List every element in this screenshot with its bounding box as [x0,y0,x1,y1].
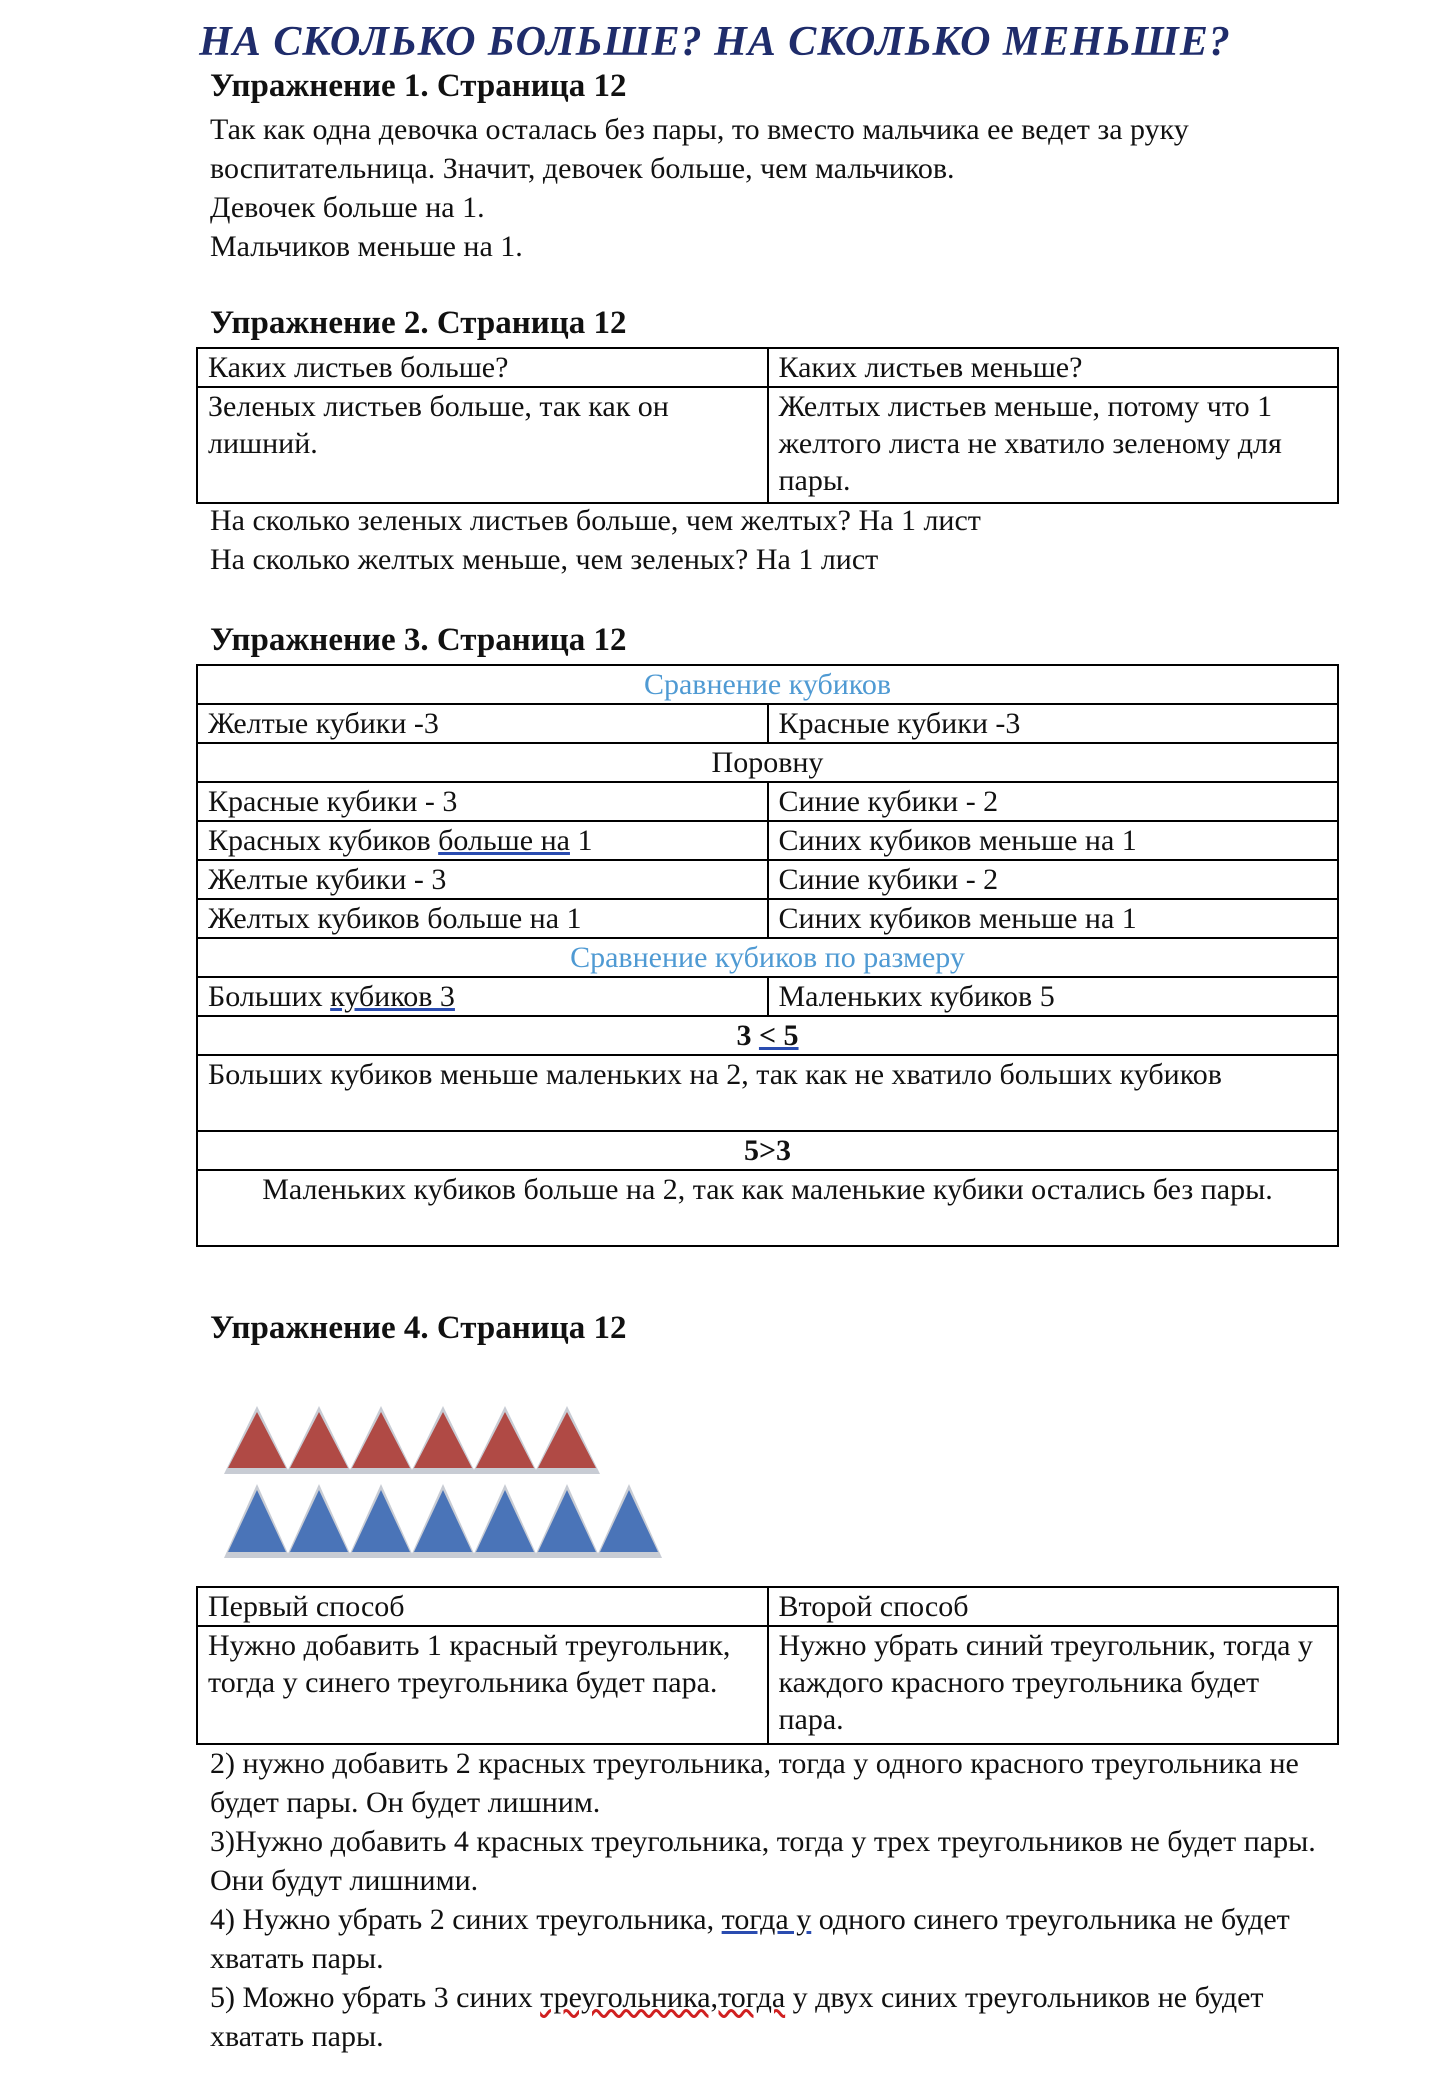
table-cell: Желтые кубики -3 [197,704,768,743]
text-line: На сколько зеленых листьев больше, чем желтых? На 1 лист [210,504,981,537]
text-line: Так как одна девочка осталась без пары, то вместо мальчика ее ведет за руку [210,113,1189,146]
blue-triangles-row [224,1484,662,1558]
comparison-cell: 5>3 [197,1131,1338,1170]
table-cell: Желтых кубиков больше на 1 [197,899,768,938]
table-cell: Синие кубики - 2 [768,860,1339,899]
table-cell: Каких листьев больше? [197,348,768,387]
triangle [538,1490,596,1552]
table-cell [197,977,768,1016]
table-cell: Желтые кубики - 3 [197,860,768,899]
triangle [352,1412,410,1468]
cell-text: 3 [736,1019,759,1052]
exercise-1-heading: Упражнение 1. Страница 12 [210,68,627,104]
triangle [228,1490,286,1552]
triangle [476,1490,534,1552]
exercise-2-heading: Упражнение 2. Страница 12 [210,305,627,341]
table-cell: Каких листьев меньше? [768,348,1339,387]
table-cell: Синие кубики - 2 [768,782,1339,821]
text-line [210,1978,1335,2056]
underlined-text: больше на [438,824,570,857]
triangle [290,1412,348,1468]
table-cell: Маленьких кубиков 5 [768,977,1339,1016]
table-cell: Нужно добавить 1 красный треугольник, тогда у синего треугольника будет пара. [197,1626,768,1744]
section-header: Сравнение кубиков по размеру [197,938,1338,977]
text-line: 2) нужно добавить 2 красных треугольника, тогда у одного красного треугольника не будет пары. Он будет лишним. [210,1747,1299,1819]
exercise-3-heading: Упражнение 3. Страница 12 [210,622,627,658]
table-cell [197,821,768,860]
exercise-2-answers [210,501,1350,579]
leaves-table [196,347,1339,504]
triangle [414,1490,472,1552]
cell-text: 1 [569,824,593,857]
table-cell: Первый способ [197,1587,768,1626]
underlined-text: кубиков 3 [330,980,455,1013]
triangle [290,1490,348,1552]
table-cell: Красные кубики -3 [768,704,1339,743]
triangle [600,1490,658,1552]
underlined-text: < 5 [758,1019,799,1052]
cell-text: Красных кубиков [208,824,439,857]
page-title: НА СКОЛЬКО БОЛЬШЕ? НА СКОЛЬКО МЕНЬШЕ? [199,19,1231,65]
line-text: у двух синих треугольников не будет хватать пары. [210,1981,1264,2053]
table-cell: Красные кубики - 3 [197,782,768,821]
table-cell: Нужно убрать синий треугольник, тогда у каждого красного треугольника будет пара. [768,1626,1339,1744]
triangle [538,1412,596,1468]
text-line: воспитательница. Значит, девочек больше, чем мальчиков. [210,152,955,185]
table-cell: Синих кубиков меньше на 1 [768,821,1339,860]
text-line: Девочек больше на 1. [210,191,485,224]
comparison-cell [197,1016,1338,1055]
line-text: 4) Нужно убрать 2 синих треугольника, [210,1903,722,1936]
triangle [476,1412,534,1468]
text-line: На сколько желтых меньше, чем зеленых? На 1 лист [210,543,879,576]
triangle [352,1490,410,1552]
line-text: одного синего треугольника не будет хватать пары. [210,1903,1290,1975]
table-cell: Второй способ [768,1587,1339,1626]
exercise-4-heading: Упражнение 4. Страница 12 [210,1310,627,1346]
section-header: Сравнение кубиков [197,665,1338,704]
table-cell: Синих кубиков меньше на 1 [768,899,1339,938]
methods-table [196,1586,1339,1745]
triangle [414,1412,472,1468]
triangle [228,1412,286,1468]
cubes-table [196,664,1339,1247]
table-cell: Поровну [197,743,1338,782]
red-triangles-row [224,1406,600,1474]
table-cell: Больших кубиков меньше маленьких на 2, так как не хватило больших кубиков [197,1055,1338,1131]
line-text: 5) Можно убрать 3 синих [210,1981,541,2014]
text-line [210,1900,1335,1978]
triangles-figure [210,1390,670,1570]
text-line: Мальчиков меньше на 1. [210,230,523,263]
table-cell: Зеленых листьев больше, так как он лишний. [197,387,768,503]
underlined-text: тогда у [721,1903,812,1936]
exercise-1-text [210,110,1350,266]
table-cell: Маленьких кубиков больше на 2, так как маленькие кубики остались без пары. [197,1170,1338,1246]
text-line: 3)Нужно добавить 4 красных треугольника, тогда у трех треугольников не будет пары. Они будут лишними. [210,1825,1316,1897]
exercise-4-answers [210,1744,1335,2056]
table-cell: Желтых листьев меньше, потому что 1 желтого листа не хватило зеленому для пары. [768,387,1339,503]
cell-text: Больших [208,980,331,1013]
spellcheck-underlined-text: треугольника,тогда [540,1981,786,2014]
